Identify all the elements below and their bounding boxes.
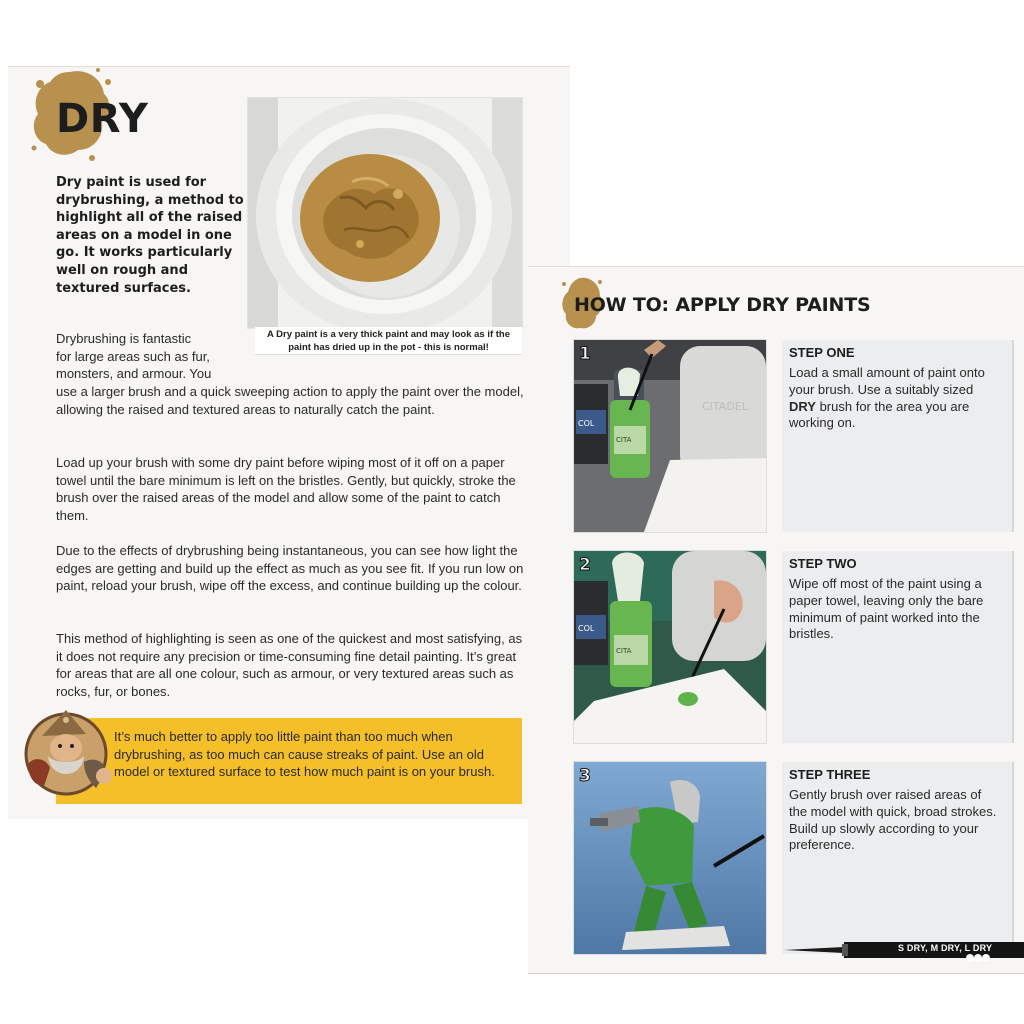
step-heading: STEP TWO [789, 556, 857, 571]
para1-line2: for large areas such as fur, [56, 348, 210, 364]
dwarf-avatar-icon [20, 706, 116, 798]
step-number: 2 [579, 555, 591, 575]
section-title: HOW TO: APPLY DRY PAINTS [574, 294, 871, 316]
step-1-text-before: Load a small amount of paint onto your brush. Use a suitably sized [789, 365, 985, 397]
step-number: 1 [579, 344, 591, 364]
step-text [789, 365, 1001, 432]
intro-text: Dry paint is used for drybrushing, a method to highlight all of the raised areas on a model in one go. It works particularly well on rough and textured surfaces. [56, 175, 244, 296]
step-1-text-bold: DRY [789, 398, 816, 414]
step-1-text-after: brush for the area you are working on. [789, 398, 970, 431]
step-text: Wipe off most of the paint using a paper towel, leaving only the bare minimum of paint worked into the bristles. [789, 576, 984, 642]
photo-caption [255, 327, 522, 355]
step-2-card [782, 551, 1014, 743]
page-title: DRY [56, 96, 149, 142]
para1-line1: Drybrushing is fantastic [56, 331, 192, 346]
photo-caption-line1: A Dry paint is a very thick paint and may look as if the [266, 329, 511, 340]
paragraph-3: Due to the effects of drybrushing being instantaneous, you can see how light the edges are getting and build up the effect as much as you see fit. If you run low on paint, reload your brush, wipe off the excess, and continue building up the colour. [56, 543, 524, 594]
pot-label: CITA [616, 647, 632, 655]
paragraph-4: This method of highlighting is seen as one of the quickest and most satisfying, as it does not require any precision or time-consuming fine detail painting. It’s great for areas that are all one colour, such as armour, or very textured areas such as rocks, fur, or bones. [56, 631, 523, 699]
pot-label-col: COL [578, 624, 595, 633]
para1-line3: monsters, and armour. You [56, 366, 212, 382]
step-3-photo [574, 762, 766, 954]
pot-label-col: COL [578, 419, 595, 428]
bottle-mark: CITADEL [702, 400, 748, 413]
step-text: Gently brush over raised areas of the model with quick, broad strokes. Build up slowly according to your preference. [789, 787, 997, 853]
tip-text: It’s much better to apply too little paint than too much when drybrushing, as too much can cause streaks of paint. Use an old model or textured surface to test how much paint is on your brush. [114, 729, 495, 780]
step-heading: STEP THREE [789, 767, 871, 782]
step-heading: STEP ONE [789, 345, 855, 360]
brush-label: S DRY, M DRY, L DRY [898, 943, 993, 953]
tip-box [56, 718, 522, 804]
step-1-card [782, 340, 1014, 532]
paragraph-1-start [56, 330, 246, 383]
paragraph-2: Load up your brush with some dry paint before wiping most of it off on a paper towel until the bare minimum is left on the bristles. Gently, but quickly, stroke the brush over the raised areas of the model and allow some of the paint to catch them. [56, 455, 516, 523]
step-3-card [782, 762, 1014, 954]
pot-label: CITA [616, 436, 632, 444]
step-1-photo [574, 340, 766, 532]
step-number: 3 [579, 766, 591, 786]
step-2-photo [574, 551, 766, 743]
paragraph-1-rest: use a larger brush and a quick sweeping action to apply the paint over the model, allowing the raised and textured areas to naturally catch the paint. [56, 384, 524, 417]
photo-caption-line2: paint has dried up in the pot - this is normal! [288, 342, 489, 353]
paint-pot-photo [248, 98, 522, 328]
